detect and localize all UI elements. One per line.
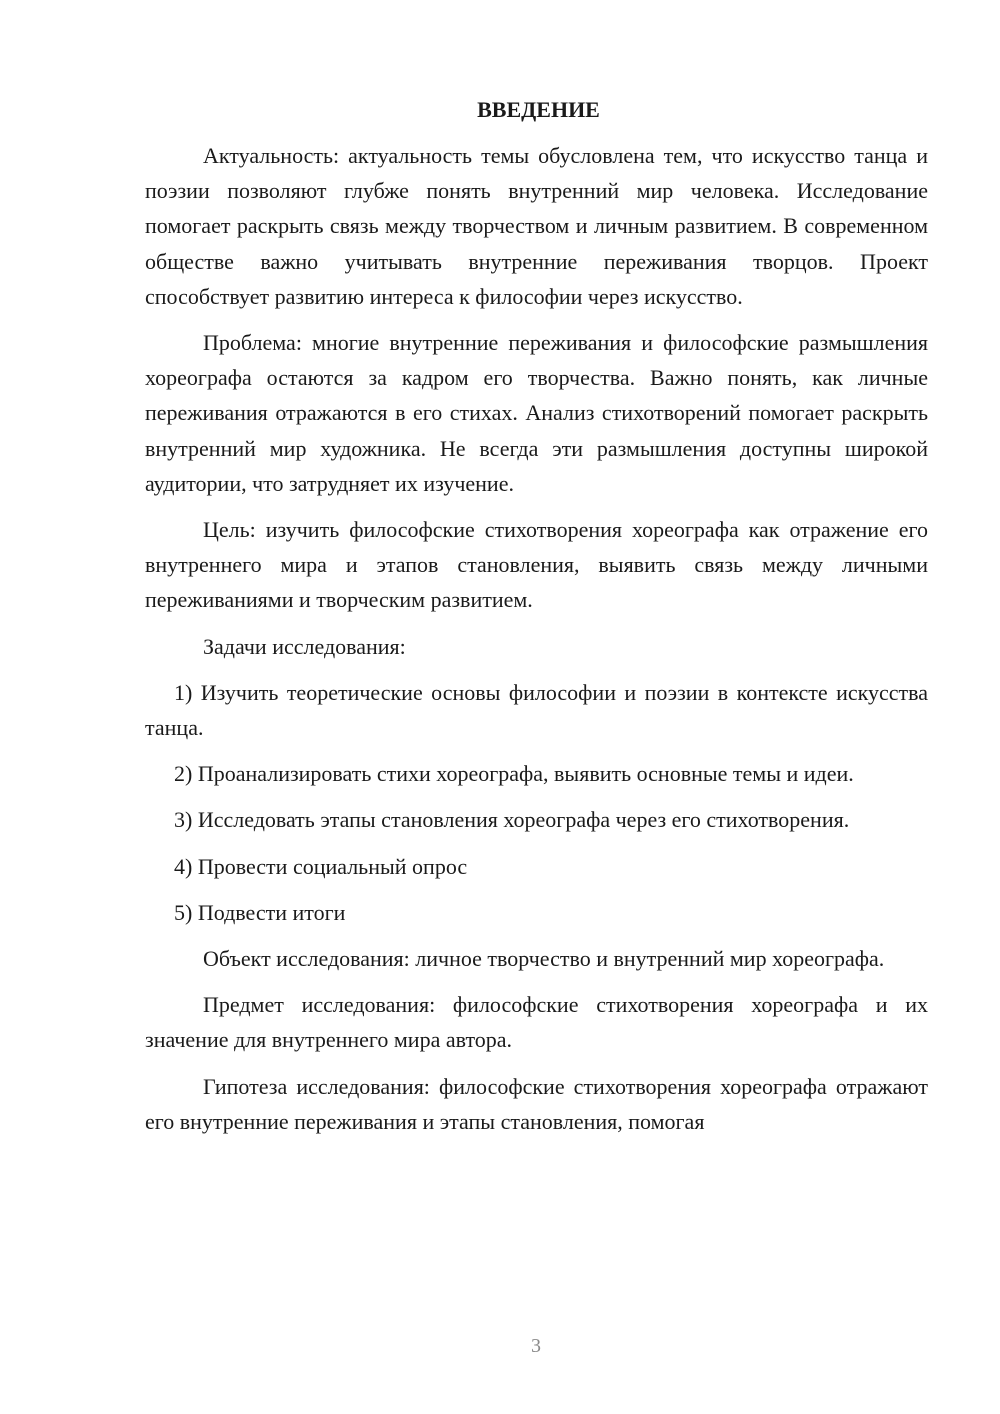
relevance-paragraph: Актуальность: актуальность темы обусловлена тем, что искусство танца и поэзии позволяют глубже понять внутренний мир человека. Исследование помогает раскрыть связь между творчеством и личным развитием. В современном обществе важно учитывать внутренние переживания творцов. Проект способствует развитию интереса к философии через искусство.: [145, 143, 928, 309]
page-body: [145, 92, 928, 1150]
task-item-3: 3) Исследовать этапы становления хореографа через его стихотворения.: [174, 807, 850, 833]
subject-paragraph: Предмет исследования: философские стихотворения хореографа и их значение для внутреннего мира автора.: [145, 992, 928, 1053]
tasks-heading: Задачи исследования:: [203, 633, 406, 659]
task-item-2: 2) Проанализировать стихи хореографа, выявить основные темы и идеи.: [174, 761, 854, 787]
task-item-1: 1) Изучить теоретические основы философии и поэзии в контексте искусства танца.: [145, 679, 928, 741]
section-title: ВВЕДЕНИЕ: [477, 97, 600, 122]
task-item-4: 4) Провести социальный опрос: [174, 853, 468, 879]
task-item-5: 5) Подвести итоги: [174, 899, 346, 925]
page-number: 3: [531, 1335, 541, 1357]
object-paragraph: Объект исследования: личное творчество и внутренний мир хореографа.: [203, 946, 885, 972]
goal-paragraph: Цель: изучить философские стихотворения хореографа как отражение его внутреннего мира и этапов становления, выявить связь между личными переживаниями и творческим развитием.: [145, 517, 928, 613]
problem-paragraph: Проблема: многие внутренние переживания и философские размышления хореографа остаются за кадром его творчества. Важно понять, как личные переживания отражаются в его стихах. Анализ стихотворений помогает раскрыть внутренний мир художника. Не всегда эти размышления доступны широкой аудитории, что затрудняет их изучение.: [145, 330, 928, 496]
hypothesis-paragraph: Гипотеза исследования: философские стихотворения хореографа отражают его внутренние переживания и этапы становления, помогая: [145, 1073, 928, 1134]
